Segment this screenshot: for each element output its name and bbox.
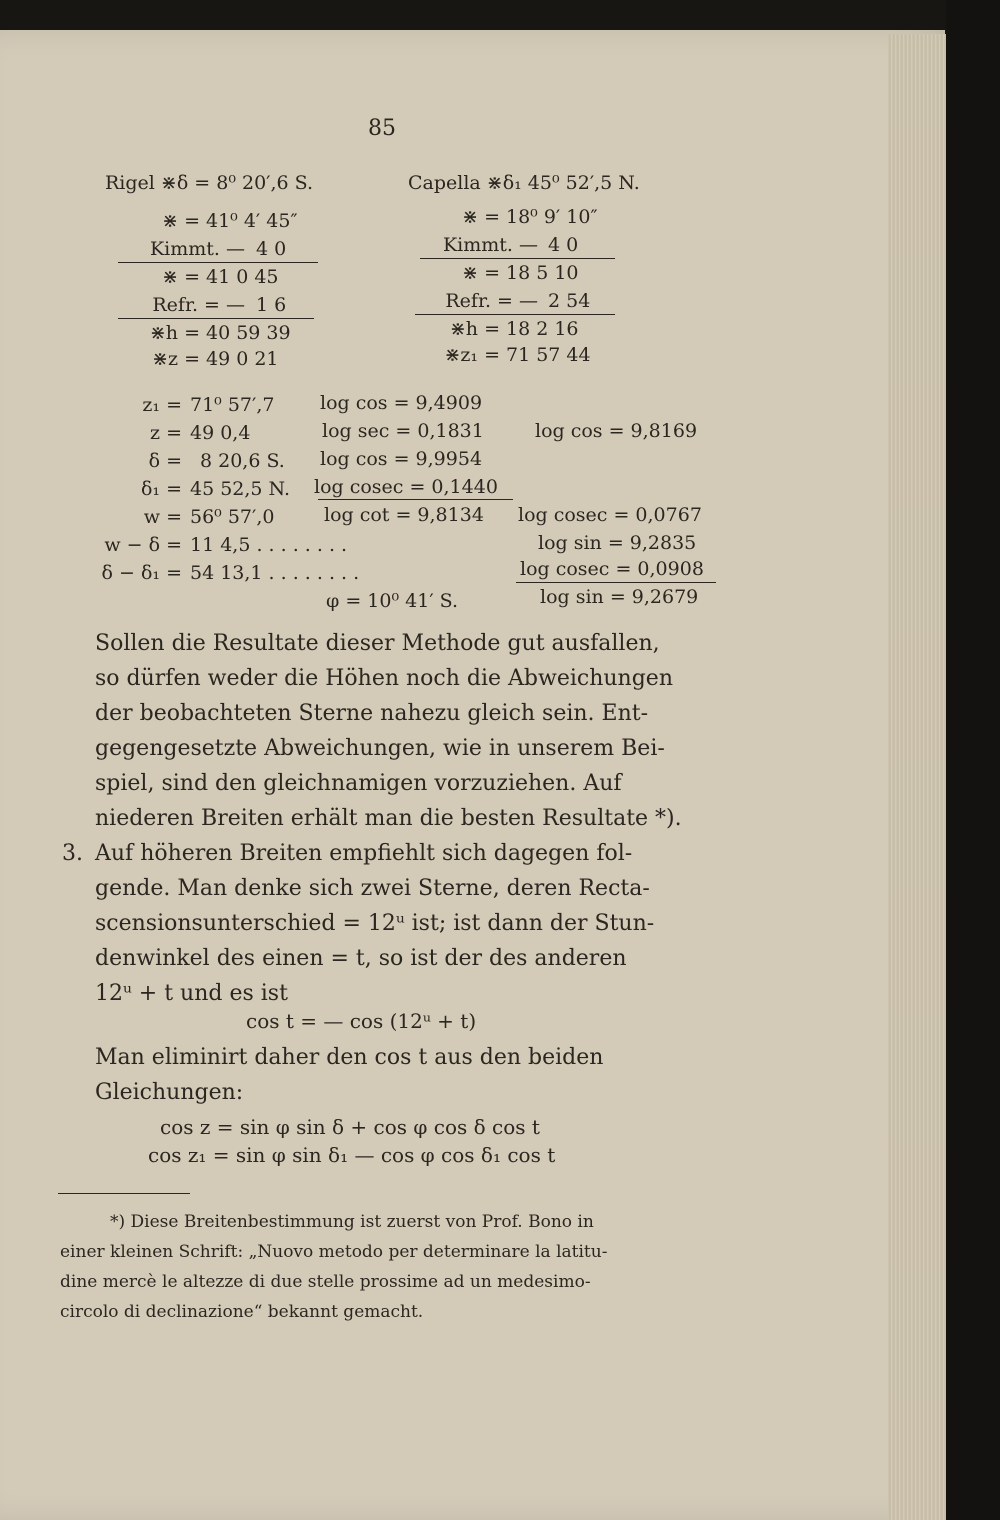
page-stack-edge [888,34,946,1520]
calc-left-7-val: 54 13,1 . . . . . . . . [190,562,360,584]
rigel-rule-1 [118,262,318,263]
calc-right-rule [516,582,716,583]
calc-left-5-val: 56⁰ 57′,0 [190,506,275,528]
calc-middle-5: log cot = 9,8134 [324,504,484,526]
calc-left-4-val: 45 52,5 N. [190,478,291,500]
calc-left-1-sym: z₁ = [142,394,182,416]
capella-rule-2 [415,314,615,315]
rigel-row-5-value: 40 59 39 [206,322,291,344]
calc-left-2-val: 49 0,4 [190,422,251,444]
capella-row-1-label: ⋇ = [462,206,500,228]
paragraph-1-line-5: spiel, sind den gleichnamigen vorzuziehen. Auf [95,771,622,796]
paragraph-1-line-3: der beobachteten Sterne nahezu gleich sein. Ent- [95,701,649,726]
rigel-rule-2 [118,318,314,319]
equation-1: cos t = — cos (12ᵘ + t) [246,1009,477,1033]
calc-left-5-sym: w = [143,506,182,528]
calc-right-4: log cosec = 0,0908 [520,558,704,580]
calc-left-4-sym: δ₁ = [140,478,182,500]
capella-row-4-label: Refr. = — [445,290,538,312]
footnote-separator [58,1193,190,1194]
calc-middle-1: log cos = 9,4909 [320,392,483,414]
footnote-line-4: circolo di declinazione“ bekannt gemacht. [60,1302,424,1322]
rigel-row-2-value: 4 0 [256,238,287,260]
capella-row-5-value: 18 2 16 [506,318,579,340]
paragraph-2-line-5: 12ᵘ + t und es ist [95,981,288,1006]
rigel-row-1-value: 41⁰ 4′ 45″ [206,210,298,232]
rigel-row-3-value: 41 0 45 [206,266,279,288]
capella-row-6-label: ⋇z₁ = [444,344,500,366]
section-number: 3. [62,841,83,866]
calc-right-3: log sin = 9,2835 [538,532,697,554]
rigel-row-4-label: Refr. = — [152,294,245,316]
calc-left-3-val: 8 20,6 S. [200,450,285,472]
capella-row-5-label: ⋇h = [449,318,500,340]
capella-rule-1 [420,258,615,259]
paragraph-2-line-1: Auf höheren Breiten empfiehlt sich dagegen fol- [95,841,633,866]
calc-left-1-val: 71⁰ 57′,7 [190,394,275,416]
page-top-shadow [0,0,1000,32]
paragraph-1-line-4: gegengesetzte Abweichungen, wie in unserem Bei- [95,736,665,761]
paragraph-2-line-2: gende. Man denke sich zwei Sterne, deren Recta- [95,876,650,901]
calc-left-3-sym: δ = [148,450,182,472]
capella-header: Capella ⋇δ₁ 45⁰ 52′,5 N. [408,172,640,194]
equation-2: cos z = sin φ sin δ + cos φ cos δ cos t [160,1115,540,1139]
rigel-row-5-label: ⋇h = [149,322,200,344]
footnote-line-1: *) Diese Breitenbestimmung ist zuerst von Prof. Bono in [110,1212,594,1232]
calc-left-6-sym: w − δ = [104,534,182,556]
capella-row-1-value: 18⁰ 9′ 10″ [506,206,598,228]
calc-middle-4: log cosec = 0,1440 [314,476,498,498]
paragraph-2-line-3: scensionsunterschied = 12ᵘ ist; ist dann der Stun- [95,911,655,936]
calc-right-2: log cosec = 0,0767 [518,504,702,526]
calc-right-5: log sin = 9,2679 [540,586,699,608]
rigel-row-4-value: 1 6 [256,294,287,316]
calc-left-2-sym: z = [150,422,182,444]
rigel-header: Rigel ⋇δ = 8⁰ 20′,6 S. [105,172,314,194]
paragraph-1-line-6: niederen Breiten erhält man die besten Resultate *). [95,806,682,831]
footnote-line-2: einer kleinen Schrift: „Nuovo metodo per determinare la latitu- [60,1242,608,1262]
calc-middle-rule [318,499,513,500]
capella-row-6-value: 71 57 44 [506,344,591,366]
rigel-row-3-label: ⋇ = [162,266,200,288]
calc-middle-2: log sec = 0,1831 [322,420,484,442]
calc-middle-6: φ = 10⁰ 41′ S. [326,590,459,612]
calc-left-6-val: 11 4,5 . . . . . . . . [190,534,348,556]
calc-left-7-sym: δ − δ₁ = [101,562,182,584]
rigel-row-2-label: Kimmt. — [149,238,245,260]
page-number: 85 [368,116,396,141]
capella-row-2-value: 4 0 [548,234,579,256]
equation-3: cos z₁ = sin φ sin δ₁ — cos φ cos δ₁ cos t [148,1143,556,1167]
rigel-row-6-label: ⋇z = [152,348,200,370]
rigel-row-1-label: ⋇ = [162,210,200,232]
book-binding [946,0,1000,1520]
paragraph-1-line-1: Sollen die Resultate dieser Methode gut ausfallen, [95,631,660,656]
calc-middle-3: log cos = 9,9954 [320,448,483,470]
capella-row-3-value: 18 5 10 [506,262,579,284]
paragraph-3-line-1: Man eliminirt daher den cos t aus den beiden [95,1045,604,1070]
capella-row-4-value: 2 54 [548,290,591,312]
capella-row-3-label: ⋇ = [462,262,500,284]
paragraph-3-line-2: Gleichungen: [95,1080,244,1105]
paragraph-2-line-4: denwinkel des einen = t, so ist der des anderen [95,946,627,971]
rigel-row-6-value: 49 0 21 [206,348,279,370]
paragraph-1-line-2: so dürfen weder die Höhen noch die Abweichungen [95,666,673,691]
capella-row-2-label: Kimmt. — [442,234,538,256]
calc-right-1: log cos = 9,8169 [535,420,698,442]
footnote-line-3: dine mercè le altezze di due stelle prossime ad un medesimo- [60,1272,591,1292]
